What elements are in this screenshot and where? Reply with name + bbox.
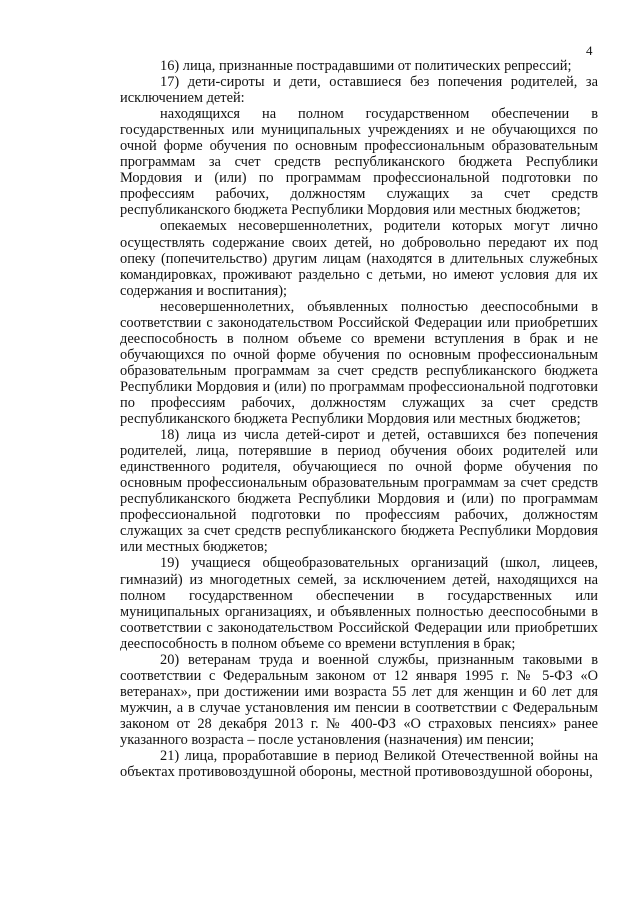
paragraph-16: 16) лица, признанные пострадавшими от политических репрессий; [160,58,572,74]
paragraph-18: 18) лица из числа детей-сирот и детей, оставшихся без попечения родителей, лица, потерявшие в период обучения обоих родителей или единственного родителя, обучающиеся по очной форме обучения по основным профессиональным образовательным программам за счет средств республиканского бюджета Республики Мордовия и (или) по программам профессиональной подготовки по профессиям рабочих, должностям служащих за счет средств республиканского бюджета Республики Мордовия или местных бюджетов; [120,427,598,556]
page-number: 4 [586,43,593,58]
paragraph-19: 19) учащиеся общеобразовательных организаций (школ, лицеев, гимназий) из многодетных семей, за исключением детей, находящихся на полном государственном обеспечении в государственных или муниципальных организациях, и объявленных полностью дееспособными в соответствии с законодательством Российской Федерации или приобретших дееспособность в полном объеме со времени вступления в брак; [120,555,598,652]
paragraph-20: 20) ветеранам труда и военной службы, признанным таковыми в соответствии с Федеральным законом от 12 января 1995 г. № 5-ФЗ «О ветеранах», при достижении ими возраста 55 лет для женщин и 60 лет для мужчин, а в случае установления им пенсии в соответствии с Федеральным законом от 28 декабря 2013 г. № 400-ФЗ «О страховых пенсиях» ранее указанного возраста – после установления (назначения) им пенсии; [120,651,598,748]
paragraph-17-emancipated-minors: несовершеннолетних, объявленных полностью дееспособными в соответствии с законодательством Российской Федерации или приобретших дееспособность в полном объеме со времени вступления в брак и не обучающихся по очной форме обучения по основным профессиональным образовательным программам за счет средств республиканского бюджета Республики Мордовия и (или) по программам профессиональной подготовки по профессиям рабочих, должностям служащих за счет средств республиканского бюджета Республики Мордовия или местных бюджетов; [120,298,598,428]
paragraph-17-state-care: находящихся на полном государственном обеспечении в государственных или муниципальных учреждениях и не обучающихся по очной форме обучения по основным профессиональным образовательным программам за счет средств республиканского бюджета Республики Мордовия и (или) по программам профессиональной подготовки по профессиям рабочих, должностям служащих за счет средств республиканского бюджета Республики Мордовия или местных бюджетов; [120,106,598,219]
paragraph-17: 17) дети-сироты и дети, оставшиеся без попечения родителей, за исключением детей: [120,74,598,107]
paragraph-17-guardianship: опекаемых несовершеннолетних, родители которых могут лично осуществлять содержание своих детей, но добровольно передают их под опеку (попечительство) другим лицам (находятся в длительных служебных командировках, проживают раздельно с детьми, но имеют условия для их содержания и воспитания); [120,218,598,299]
document-body [120,58,598,780]
paragraph-21: 21) лица, проработавшие в период Великой Отечественной войны на объектах противовоздушной обороны, местной противовоздушной обороны, [120,748,598,781]
